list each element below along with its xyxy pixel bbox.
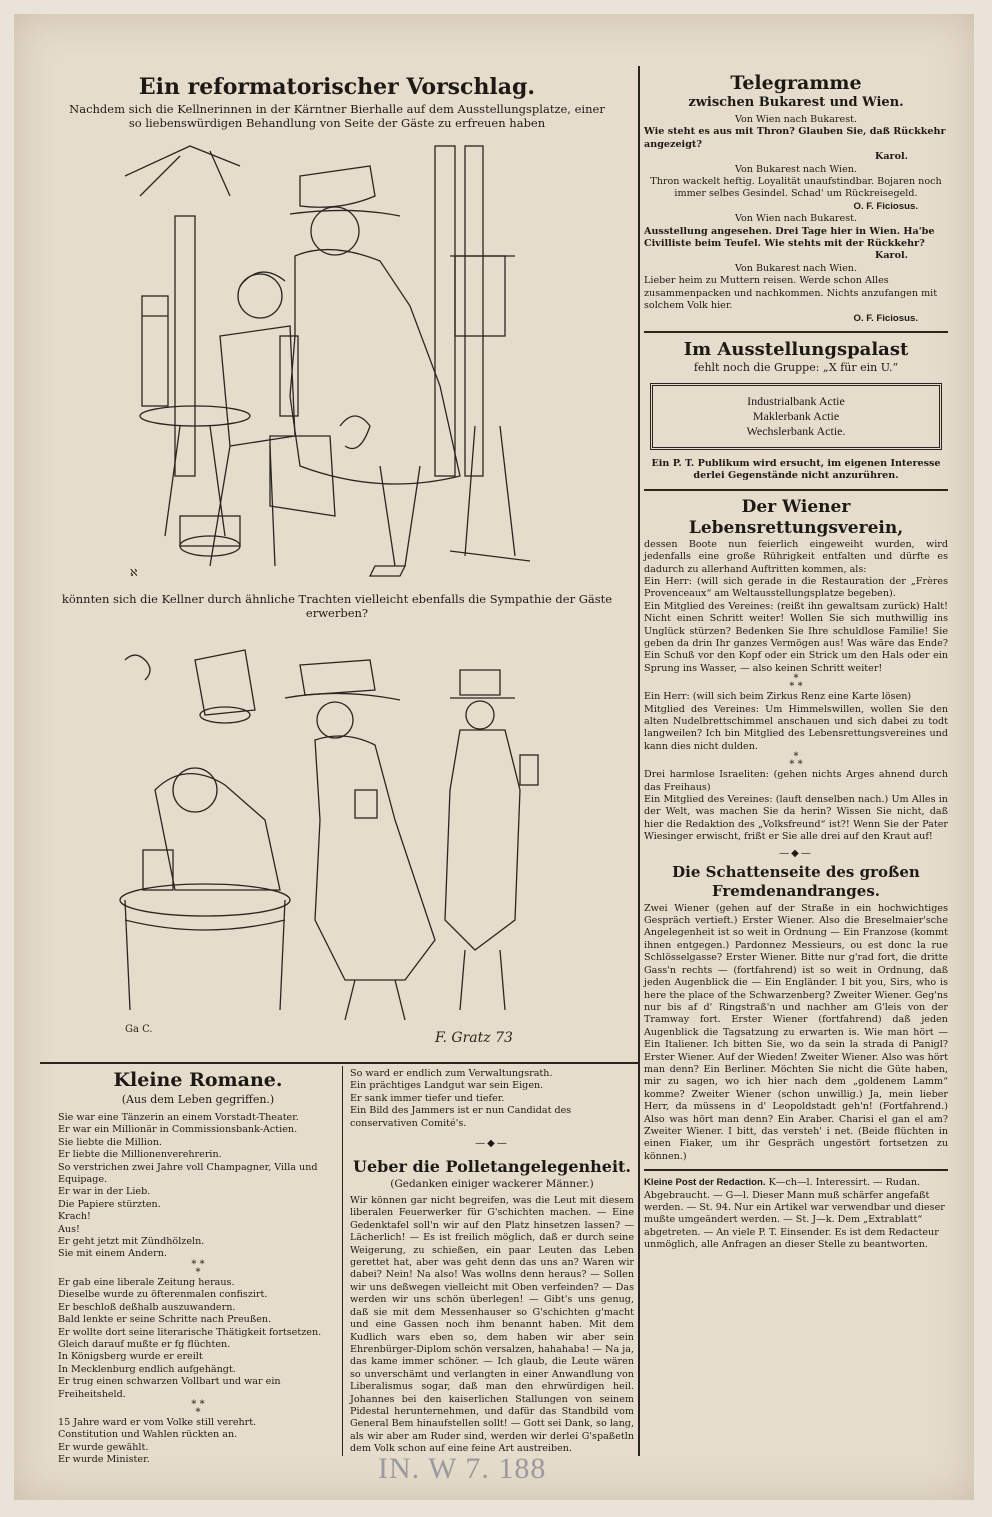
polletangelegenheit-title: Ueber die Polletangelegenheit.: [353, 1157, 631, 1177]
romane-line: Er wurde Minister.: [58, 1454, 150, 1466]
ausstellungspalast-title: Im Ausstellungspalast: [683, 338, 909, 360]
cont-line: Ein prächtiges Landgut war sein Eigen.: [350, 1080, 544, 1092]
lebens-paragraph: dessen Boote nun feierlich eingeweiht wurden, wird jedenfalls eine große Rührigkeit entfalten und dürfte es dadurch zu allerhand Auftritten kommen, als:: [644, 538, 948, 575]
telegram-signature: Karol.: [875, 250, 908, 262]
telegram-signature: O. F. Ficiosus.: [853, 200, 918, 212]
vorschlag-intro: Nachdem sich die Kellnerinnen in der Kärntner Bierhalle auf dem Ausstellungsplatze, einer: [69, 102, 605, 116]
exhibit-box: [650, 383, 942, 450]
cont-line: Er sank immer tiefer und tiefer.: [350, 1092, 505, 1104]
telegram-signature: Karol.: [875, 151, 908, 163]
romane-line: In Königsberg wurde er ereilt: [58, 1351, 203, 1363]
cont-line: So ward er endlich zum Verwaltungsrath.: [350, 1068, 553, 1079]
palast-note: Ein P. T. Publikum wird ersucht, im eigenen Interesse derlei Gegenstände nicht anzurühren.: [651, 457, 941, 482]
romane-line: Sie war eine Tänzerin an einem Vorstadt-Theater.: [58, 1112, 299, 1123]
middle-bottom-column: [350, 1068, 634, 1456]
caption-block: [40, 592, 634, 620]
lebens-paragraph: Mitglied des Vereines: Um Himmelswillen, wollen Sie den alten Nudelbrettschimmel anschauen und sich dabei zu todt langweilen? Ich bin Mitglied des Lebensrettungsvereines und kann dies nicht dulden.: [644, 703, 948, 752]
box-line: Maklerbank Actie: [752, 408, 840, 423]
section-divider: [40, 1062, 638, 1064]
column-rule-main: [638, 66, 640, 1456]
kleine-romane-text: [58, 1112, 338, 1467]
telegram-heading: Von Wien nach Bukarest.: [734, 213, 858, 225]
romane-line: Sie mit einem Andern.: [58, 1248, 167, 1260]
telegram-text: Lieber heim zu Muttern reisen. Werde schon Alles zusammenpacken und nachkommen. Nichts anzufangen mit solchem Volk hier.: [644, 275, 938, 312]
article-title-vorschlag: Ein reformatorischer Vorschlag.: [138, 74, 536, 100]
romane-line: So verstrichen zwei Jahre voll Champagner, Villa und Equipage.: [58, 1161, 318, 1186]
box-line: Industrialbank Actie: [747, 393, 845, 408]
lebens-paragraph: Ein Mitglied des Vereines: (reißt ihn gewaltsam zurück) Halt! Nicht einen Schritt weiter! Wollen Sie sich muthwillig ins Unglück stürzen? Bedenken Sie Ihre schuldlose Familie! Sie geben da drin Ihr ganzes Vermögen aus! Was wäre das Ende? Ein Schuß vor den Kopf oder ein Strick um den Hals oder ein Sprung ins Wasser, — also keinen Schritt weiter!: [644, 600, 948, 674]
cont-line: Ein Bild des Jammers ist er nun Candidat des conservativen Comité's.: [350, 1105, 572, 1129]
box-line: Wechslerbank Actie.: [746, 423, 846, 438]
telegram-text: Wie steht es aus mit Thron? Glauben Sie, daß Rückkehr angezeigt?: [644, 126, 946, 150]
lebens-paragraph: Drei harmlose Israeliten: (gehen nichts Arges ahnend durch das Freihaus): [644, 769, 948, 793]
vorschlag-intro-2: so liebenswürdigen Behandlung von Seite der Gäste zu erfreuen haben: [128, 116, 546, 130]
schattenseite-title: Die Schattenseite des großen: [672, 862, 920, 881]
polletangelegenheit-subtitle: (Gedanken einiger wackerer Männer.): [390, 1178, 594, 1191]
romane-line: Er trug einen schwarzen Vollbart und war ein Freiheitsheld.: [58, 1376, 281, 1400]
illustration-waiters-in-dresses: [115, 620, 555, 1060]
romane-line: Er gab eine liberale Zeitung heraus.: [58, 1276, 235, 1288]
kleine-post: [644, 1177, 948, 1251]
romane-line: Er wurde gewählt.: [58, 1441, 149, 1453]
romane-line: Constitution und Wahlen rückten an.: [58, 1429, 238, 1441]
telegram-text: Thron wackelt heftig. Loyalität unaufstindbar. Bojaren noch immer selbes Gesindel. Schad' um Rückreisegeld.: [650, 176, 942, 200]
schattenseite-title-2: Fremdenandranges.: [712, 881, 880, 900]
romane-line: Gleich darauf mußte er fg flüchten.: [58, 1338, 231, 1350]
lebensrettung-body: [644, 539, 948, 844]
romane-line: Er war in der Lieb.: [58, 1186, 151, 1198]
ausstellungspalast-subtitle: fehlt noch die Gruppe: „X für ein U.“: [693, 360, 899, 374]
romane-line: Er liebte die Millionenverehrerin.: [58, 1149, 222, 1161]
romane-line: Er beschloß deßhalb auszuwandern.: [58, 1301, 236, 1313]
artist-mono-1: ℵ: [130, 568, 138, 579]
archive-stamp: IN. W 7. 188: [378, 1452, 547, 1485]
telegram-text: Ausstellung angesehen. Drei Tage hier in Wien. Ha'be Civilliste beim Teufel. Wie stehts mit der Rückkehr?: [644, 225, 935, 250]
rule: [644, 1169, 948, 1171]
romane-continuation: [350, 1068, 634, 1130]
romane-line: Er war ein Millionär in Commissionsbank-Actien.: [58, 1124, 298, 1136]
separator-stars: * * *: [789, 751, 803, 771]
telegramme-subtitle: zwischen Bukarest und Wien.: [688, 95, 904, 110]
ornament: —◆—: [475, 1138, 509, 1150]
rule: [644, 489, 948, 491]
telegram-heading: Von Bukarest nach Wien.: [734, 262, 858, 274]
kleine-romane-title: Kleine Romane.: [113, 1069, 283, 1091]
telegramme-title: Telegramme: [730, 72, 862, 94]
romane-line: Die Papiere stürzten.: [58, 1198, 161, 1210]
kleine-post-text: K—ch—l. Interessirt. — Rudan. Abgebraucht. — G—l. Dieser Mann muß schärfer angefaßt werden. — St. 94. Nur ein Artikel war verwendbar und dieser mußte umgeändert werden. — St. J—k. Dem „Extrablatt“ abgetreten. — An viele P. T. Einsender. Es ist dem Redacteur unmöglich, alle Anfragen an dieser Stelle zu beantworten.: [644, 1177, 945, 1251]
kleine-post-heading: Kleine Post der Redaction.: [644, 1177, 766, 1189]
artist-signature: F. Gratz 73: [435, 1030, 513, 1046]
romane-line: Krach!: [58, 1211, 91, 1223]
romane-line: Er wollte dort seine literarische Thätigkeit fortsetzen.: [58, 1326, 322, 1338]
column-rule-small: [342, 1066, 343, 1456]
lebens-paragraph: Ein Mitglied des Vereines: (lauft denselben nach.) Um Alles in der Welt, was machen Sie da herin? Wissen Sie nicht, daß hier die Redaktion des „Volksfreund“ ist?! Wenn Sie der Pater Wiesinger erwischt, frißt er Sie alle drei auf den Kraut auf!: [644, 794, 948, 843]
telegram-signature: O. F. Ficiosus.: [853, 312, 918, 324]
lebens-paragraph: Ein Herr: (will sich beim Zirkus Renz eine Karte lösen): [644, 691, 912, 703]
romane-line: Er geht jetzt mit Zündhölzeln.: [58, 1236, 205, 1248]
left-column: [40, 66, 634, 130]
separator-stars: * * *: [191, 1398, 205, 1418]
artist-mono-2: Ga C.: [125, 1024, 153, 1035]
telegram-heading: Von Bukarest nach Wien.: [734, 163, 858, 175]
romane-line: Sie liebte die Million.: [58, 1136, 162, 1148]
rule: [644, 331, 948, 333]
separator-stars: * * *: [789, 673, 803, 693]
lebensrettung-title: Der Wiener Lebensrettungsverein,: [688, 496, 904, 538]
romane-line: Bald lenkte er seine Schritte nach Preußen.: [58, 1314, 272, 1326]
polletangelegenheit-body: Wir können gar nicht begreifen, was die Leut mit diesem liberalen Feuerwerker für G'schichten machen. — Eine Gedenktafel soll'n wir auf den Platz hinsetzen lassen? — Lächerlich! — Es ist freilich möglich, daß er durch seine Weigerung, zu schießen, ein paar Leuten das Leben gerettet hat, aber was geht denn das uns an? Waren wir dabei? Nein! Na also! Was wollns denn heraus? — Sollen wir uns deßwegen vielleicht mit Oben verfeinden? — Das werden wir uns schön überlegen! — Gibt's uns genug, daß sie mit dem Messenhauser so G'schichten g'macht und eine Gassen noch ihm benannt haben. Mit dem Kudlich wars eben so, dem haben wir aber sein Ehrenbürger-Diplom schön versalzen, hahahaba! — Na ja, das kame immer schöner. — Ich glaub, die Leute wären so unverschämt und verlangten in einer Anwandlung von Liberalismus sogar, daß man den ehrwürdigen heil. Johannes bei den kaiserlichen Stallungen von seinem Pidestal herunternehmen, und dafür das Standbild vom General Bem hinaufstellen sollt! — Gott sei Dank, so lang, als wir aber am Ruder sind, werden wir derlei G'spaßetln dem Volk schon auf eine feine Art austreiben.: [350, 1195, 634, 1455]
schattenseite-body: Zwei Wiener (gehen auf der Straße in ein hochwichtiges Gespräch vertieft.) Erster Wiener. Also die Breselmaier'sche Angelegenheit ist so weit in Ordnung — Ein Franzose (kommt ihnen entgegen.) Pardonnez Messieurs, ou est donc la rue Schlösselgasse? Erster Wiener. Bitte nur g'rad fort, die dritte Gass'n rechts — (fortfahrend) ist so weit in Ordnung, daß jeden Augenblick die — Ein Engländer. I bit you, Sirs, who is here the place of the Schwarzenberg? Zweiter Wiener. Geg'ns nur bis af d' Ringstraß'n und nachher am G'leis von der Tramway fort. Erster Wiener (fortfahrend) daß jeden Augenblick die Tagsatzung zu erwarten is. Wie man hört — Ein Italiener. Ich bitten Sie, wo da sein la strada di Panigl? Erster Wiener. Auf der Wieden! Zweiter Wiener. Also was hört man denn? Ein Berliner. Möchten Sie nicht die Güte haben, mir zu sagen, wo ich hier nach dem „goldenem Lamm“ komme? Zweiter Wiener (schon unwillig.) Ja, mein lieber Herr, da müssens in d' Leopoldstadt geh'n! (Fortfahrend.) Also was hört man denn? Ein Araber. Charisi el gan el am? Zweiter Wiener. I bitt, das versteh' i net. (Beide flüchten in einen Fiaker, um ihr Gespräch ungestört fortsetzen zu können.): [644, 902, 948, 1162]
kleine-romane: [58, 1068, 338, 1467]
right-column: [644, 66, 948, 1252]
vorschlag-caption: könnten sich die Kellner durch ähnliche Trachten vielleicht ebenfalls die Sympathie der Gäste erwerben?: [61, 592, 613, 620]
kleine-romane-subtitle: (Aus dem Leben gegriffen.): [121, 1093, 275, 1106]
illustration-waitress-serving: [120, 136, 550, 586]
telegramme-body: [644, 114, 948, 325]
romane-line: 15 Jahre ward er vom Volke still verehrt.: [58, 1416, 257, 1428]
romane-line: In Mecklenburg endlich aufgehängt.: [58, 1363, 236, 1375]
separator-stars: * * *: [191, 1258, 205, 1278]
ornament: —◆—: [779, 847, 813, 859]
lebens-paragraph: Ein Herr: (will sich gerade in die Restauration der „Frères Provenceaux“ am Weltausstellungsplatze begeben).: [644, 575, 948, 600]
telegram-heading: Von Wien nach Bukarest.: [734, 114, 858, 125]
romane-line: Aus!: [58, 1223, 80, 1235]
romane-line: Dieselbe wurde zu öfterenmalen confiszirt.: [58, 1289, 268, 1301]
